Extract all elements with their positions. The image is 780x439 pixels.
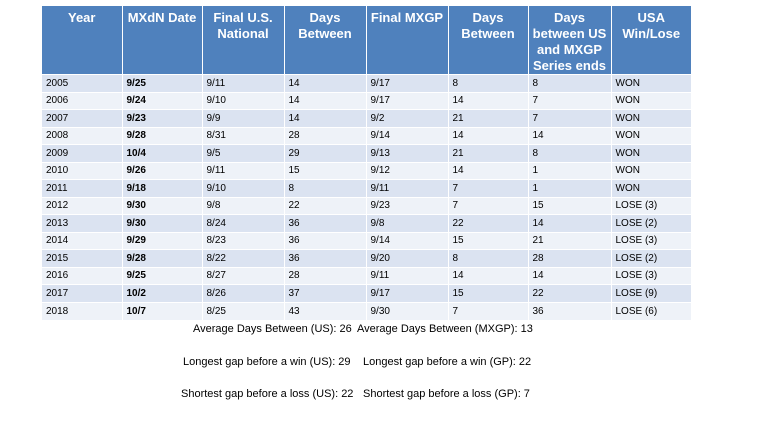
table-row [42,250,691,268]
cell-days-between-ends: 36 [528,302,611,320]
cell-days-between-mxgp: 7 [448,197,528,215]
header-row [42,6,691,75]
cell-days-between-us: 36 [284,215,366,233]
cell-final-us: 9/11 [202,75,284,93]
cell-final-mxgp: 9/17 [366,285,448,303]
cell-year: 2013 [42,215,122,233]
table-row [42,127,691,145]
cell-result: WON [611,162,691,180]
cell-days-between-mxgp: 8 [448,75,528,93]
cell-final-us: 9/8 [202,197,284,215]
cell-final-us: 9/9 [202,110,284,128]
cell-mxdn-date: 9/26 [122,162,202,180]
cell-days-between-us: 36 [284,250,366,268]
cell-days-between-ends: 7 [528,92,611,110]
cell-year: 2011 [42,180,122,198]
header-year: Year [42,6,122,75]
cell-days-between-ends: 7 [528,110,611,128]
cell-days-between-ends: 8 [528,145,611,163]
cell-final-mxgp: 9/8 [366,215,448,233]
cell-days-between-us: 43 [284,302,366,320]
cell-days-between-mxgp: 14 [448,267,528,285]
cell-year: 2017 [42,285,122,303]
cell-days-between-us: 29 [284,145,366,163]
cell-days-between-mxgp: 14 [448,127,528,145]
header-mxdn-date: MXdN Date [122,6,202,75]
table-row [42,92,691,110]
cell-days-between-ends: 1 [528,180,611,198]
cell-result: LOSE (3) [611,267,691,285]
cell-mxdn-date: 10/7 [122,302,202,320]
cell-final-mxgp: 9/11 [366,267,448,285]
table-row [42,215,691,233]
table-row [42,232,691,250]
cell-days-between-us: 28 [284,267,366,285]
cell-year: 2009 [42,145,122,163]
cell-mxdn-date: 9/24 [122,92,202,110]
cell-result: LOSE (2) [611,215,691,233]
cell-final-mxgp: 9/12 [366,162,448,180]
table-row [42,197,691,215]
cell-days-between-ends: 1 [528,162,611,180]
cell-days-between-ends: 14 [528,127,611,145]
cell-result: LOSE (3) [611,197,691,215]
stat-longest-gp: Longest gap before a win (GP): 22 [363,356,532,368]
stat-longest-us: Longest gap before a win (US): 29 [183,356,351,368]
cell-final-us: 9/5 [202,145,284,163]
cell-result: LOSE (9) [611,285,691,303]
cell-final-us: 8/23 [202,232,284,250]
cell-year: 2014 [42,232,122,250]
table-row [42,162,691,180]
cell-final-mxgp: 9/23 [366,197,448,215]
stat-average-mxgp: Average Days Between (MXGP): 13 [357,323,533,335]
cell-result: LOSE (2) [611,250,691,268]
cell-result: WON [611,75,691,93]
cell-days-between-mxgp: 7 [448,302,528,320]
cell-days-between-mxgp: 15 [448,232,528,250]
header-days-between-us: Days Between [284,6,366,75]
cell-result: LOSE (6) [611,302,691,320]
cell-days-between-ends: 21 [528,232,611,250]
cell-mxdn-date: 10/2 [122,285,202,303]
cell-days-between-us: 14 [284,75,366,93]
cell-days-between-mxgp: 8 [448,250,528,268]
cell-mxdn-date: 9/25 [122,75,202,93]
cell-final-mxgp: 9/17 [366,92,448,110]
cell-mxdn-date: 9/25 [122,267,202,285]
cell-days-between-us: 22 [284,197,366,215]
cell-result: WON [611,110,691,128]
cell-result: WON [611,92,691,110]
table-row [42,285,691,303]
table-row [42,110,691,128]
table-row [42,180,691,198]
cell-final-us: 8/22 [202,250,284,268]
table-row [42,75,691,93]
cell-days-between-mxgp: 15 [448,285,528,303]
cell-days-between-ends: 15 [528,197,611,215]
cell-final-us: 8/31 [202,127,284,145]
cell-mxdn-date: 9/23 [122,110,202,128]
cell-final-us: 8/24 [202,215,284,233]
cell-days-between-us: 28 [284,127,366,145]
cell-result: WON [611,180,691,198]
table-row [42,302,691,320]
header-final-us-national: Final U.S. National [202,6,284,75]
cell-days-between-ends: 22 [528,285,611,303]
cell-mxdn-date: 9/28 [122,250,202,268]
cell-final-mxgp: 9/13 [366,145,448,163]
cell-year: 2018 [42,302,122,320]
cell-mxdn-date: 10/4 [122,145,202,163]
cell-final-mxgp: 9/20 [366,250,448,268]
cell-mxdn-date: 9/18 [122,180,202,198]
cell-days-between-us: 8 [284,180,366,198]
cell-final-us: 8/26 [202,285,284,303]
cell-mxdn-date: 9/30 [122,197,202,215]
cell-days-between-ends: 14 [528,215,611,233]
cell-days-between-us: 15 [284,162,366,180]
table-body [42,75,691,320]
cell-final-mxgp: 9/14 [366,232,448,250]
results-table [42,6,691,320]
cell-days-between-us: 14 [284,92,366,110]
cell-days-between-mxgp: 7 [448,180,528,198]
cell-days-between-mxgp: 14 [448,162,528,180]
header-days-between-mxgp: Days Between [448,6,528,75]
stat-average-us: Average Days Between (US): 26 [193,323,352,335]
cell-mxdn-date: 9/30 [122,215,202,233]
cell-final-mxgp: 9/2 [366,110,448,128]
cell-final-us: 8/25 [202,302,284,320]
stat-shortest-gp: Shortest gap before a loss (GP): 7 [363,388,530,400]
cell-days-between-us: 36 [284,232,366,250]
cell-year: 2008 [42,127,122,145]
cell-final-us: 9/10 [202,180,284,198]
cell-days-between-us: 14 [284,110,366,128]
stat-shortest-us: Shortest gap before a loss (US): 22 [181,388,354,400]
cell-result: WON [611,145,691,163]
cell-year: 2016 [42,267,122,285]
cell-days-between-ends: 28 [528,250,611,268]
cell-year: 2012 [42,197,122,215]
cell-days-between-mxgp: 22 [448,215,528,233]
cell-final-mxgp: 9/11 [366,180,448,198]
cell-final-us: 9/11 [202,162,284,180]
cell-days-between-ends: 8 [528,75,611,93]
cell-days-between-mxgp: 21 [448,145,528,163]
cell-final-us: 8/27 [202,267,284,285]
cell-final-mxgp: 9/17 [366,75,448,93]
cell-final-mxgp: 9/14 [366,127,448,145]
cell-mxdn-date: 9/28 [122,127,202,145]
cell-result: LOSE (3) [611,232,691,250]
header-usa-win-lose: USA Win/Lose [611,6,691,75]
cell-days-between-mxgp: 14 [448,92,528,110]
header-final-mxgp: Final MXGP [366,6,448,75]
cell-days-between-mxgp: 21 [448,110,528,128]
table-row [42,145,691,163]
cell-mxdn-date: 9/29 [122,232,202,250]
cell-year: 2010 [42,162,122,180]
cell-days-between-ends: 14 [528,267,611,285]
cell-year: 2015 [42,250,122,268]
cell-days-between-us: 37 [284,285,366,303]
table-row [42,267,691,285]
cell-result: WON [611,127,691,145]
cell-year: 2005 [42,75,122,93]
header-days-between-series-ends: Days between US and MXGP Series ends [528,6,611,75]
cell-year: 2007 [42,110,122,128]
cell-final-mxgp: 9/30 [366,302,448,320]
cell-final-us: 9/10 [202,92,284,110]
cell-year: 2006 [42,92,122,110]
